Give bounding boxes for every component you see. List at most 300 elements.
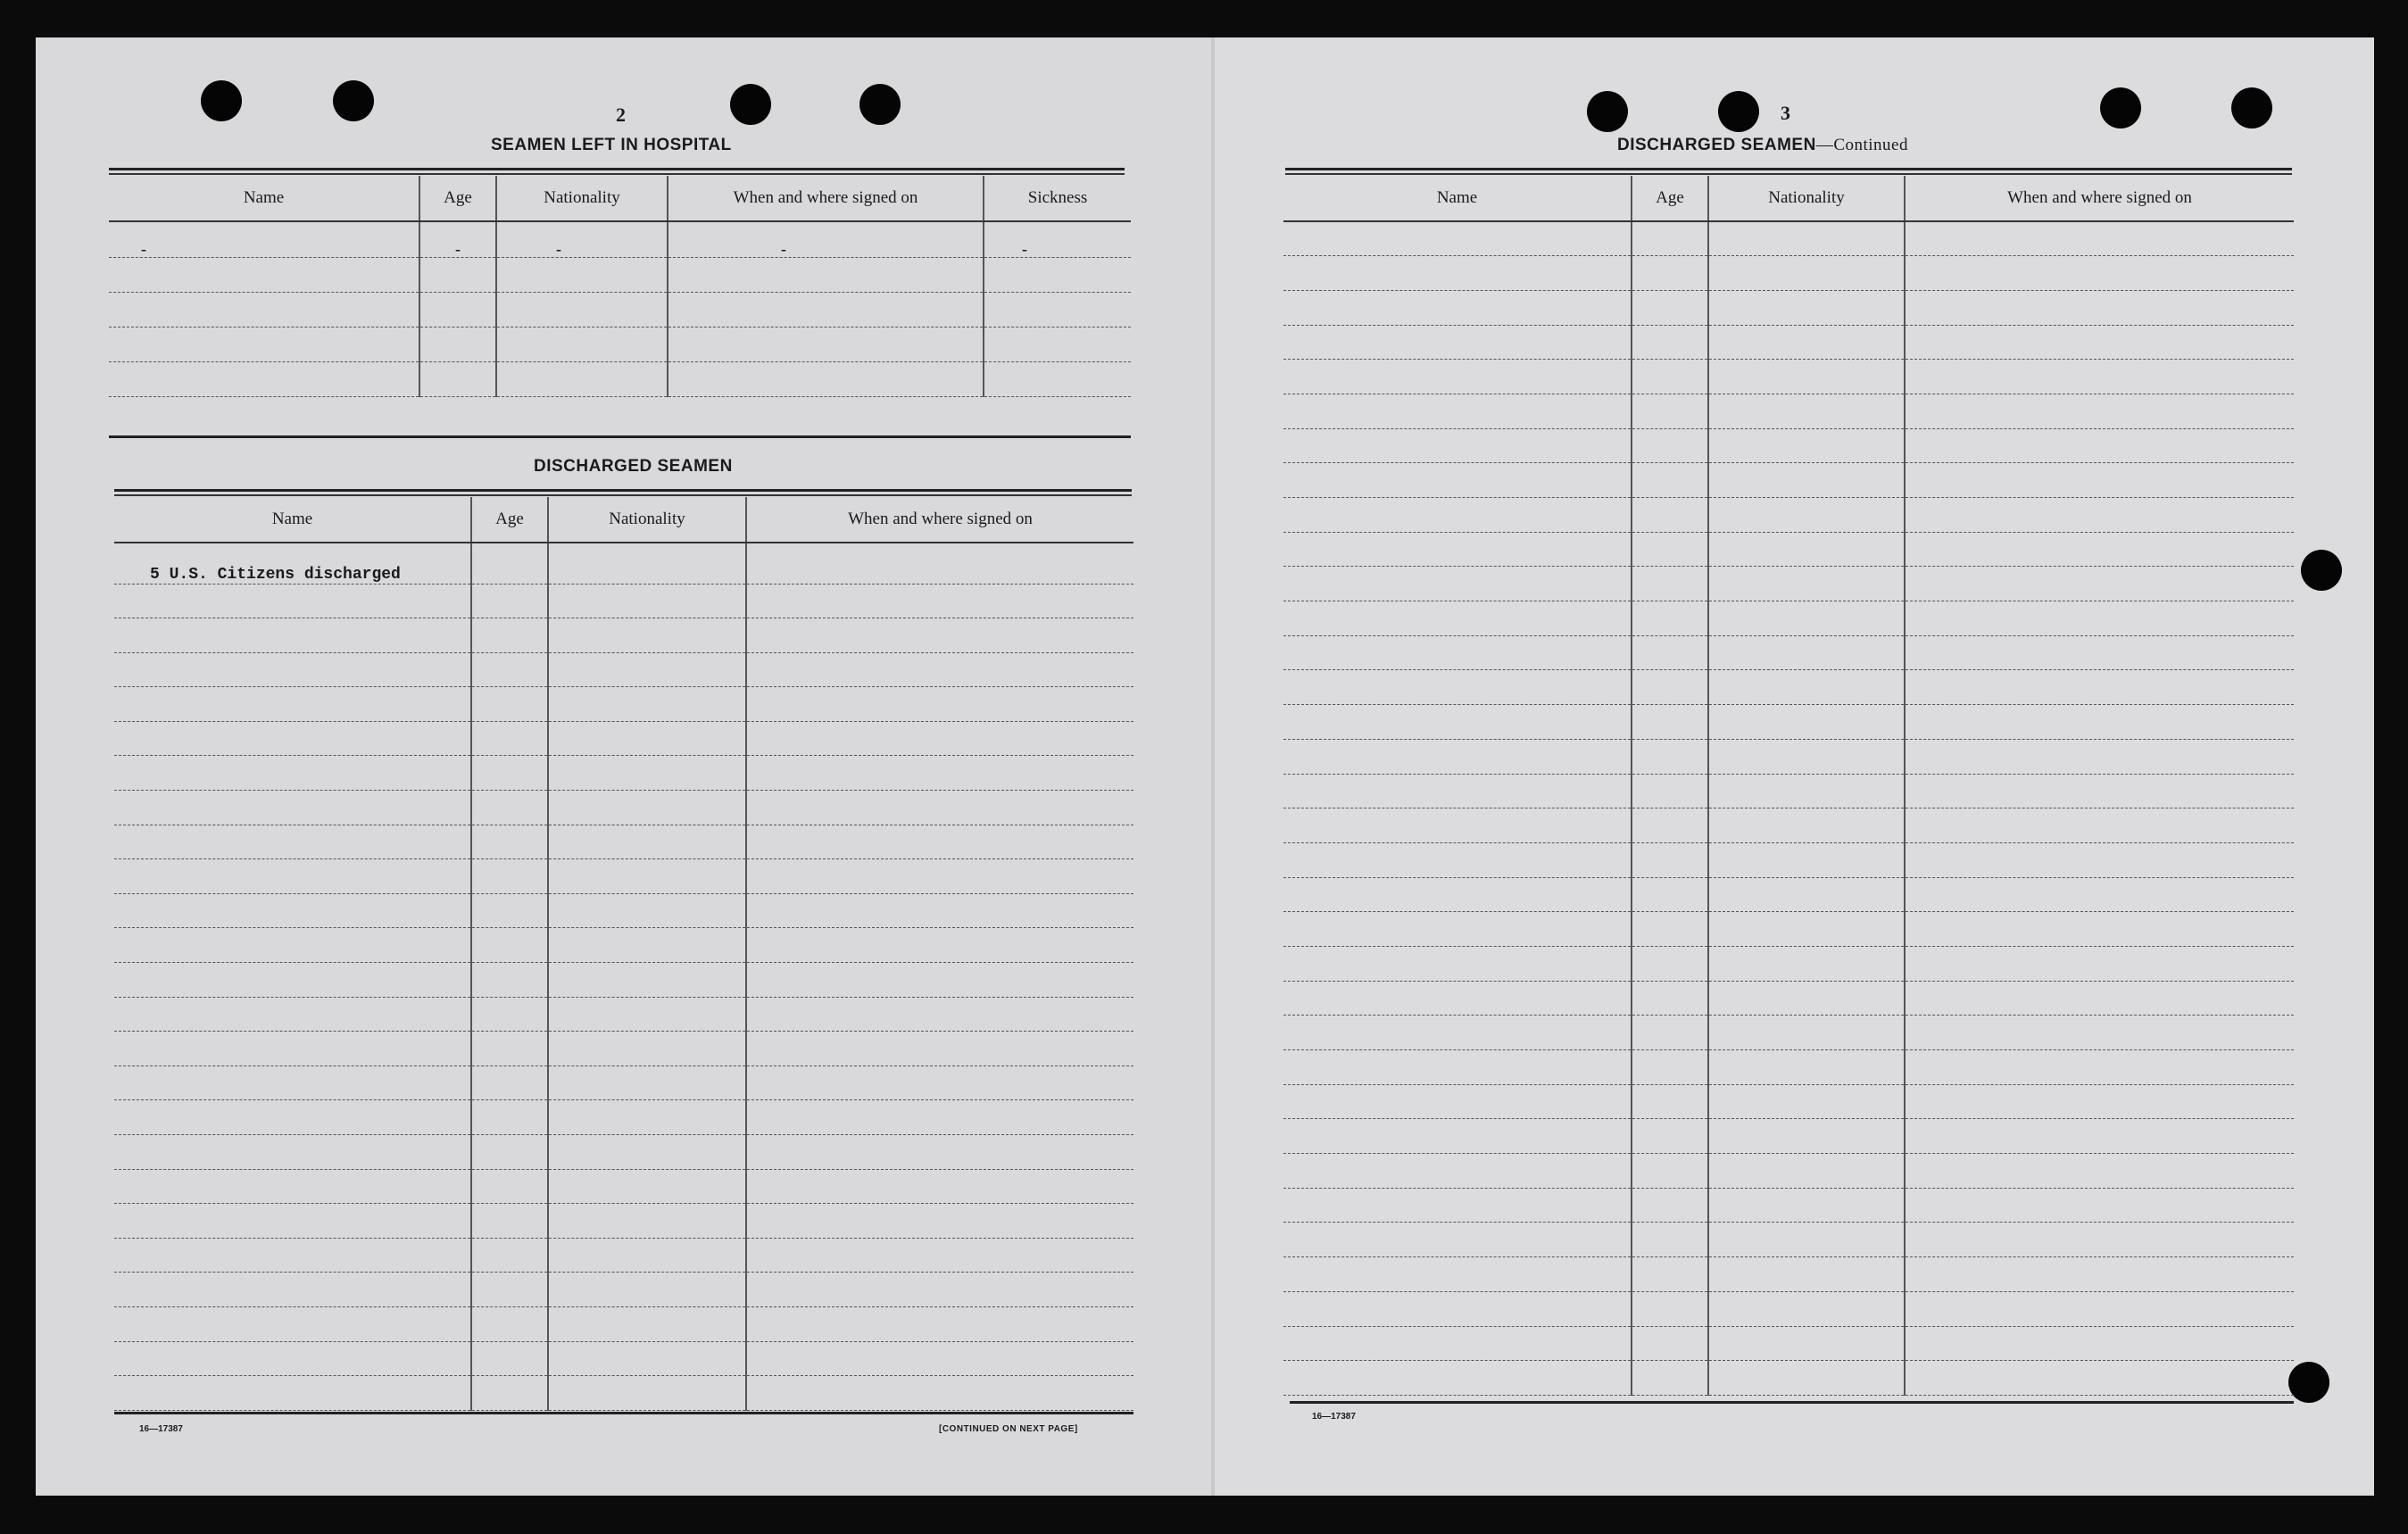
table-cell <box>1632 774 1708 808</box>
discharged-top-rule-2 <box>114 494 1132 496</box>
table-cell <box>1708 1084 1905 1119</box>
hospital-top-rule-2 <box>109 173 1125 175</box>
table-cell <box>668 221 984 257</box>
table-cell <box>114 1135 471 1170</box>
table-cell <box>1905 1223 2294 1257</box>
table-cell <box>548 859 746 894</box>
hospital-bottom-rule <box>109 435 1131 438</box>
table-cell <box>548 584 746 618</box>
table-row <box>114 928 1133 963</box>
table-cell <box>471 721 548 756</box>
table-cell <box>548 618 746 653</box>
table-cell <box>419 292 496 327</box>
table-cell <box>496 327 668 361</box>
table-cell <box>1283 532 1632 567</box>
hospital-col-age: Age <box>419 176 496 221</box>
table-cell <box>114 963 471 998</box>
table-cell <box>1905 705 2294 740</box>
table-cell <box>114 893 471 928</box>
table-cell <box>746 963 1133 998</box>
table-row <box>1283 325 2294 360</box>
table-cell <box>419 221 496 257</box>
table-row <box>114 1066 1133 1100</box>
table-cell <box>1708 877 1905 912</box>
table-cell <box>1708 1257 1905 1292</box>
table-cell <box>1905 946 2294 981</box>
table-row <box>114 963 1133 998</box>
table-row <box>1283 705 2294 740</box>
table-cell <box>1905 498 2294 533</box>
table-cell <box>548 687 746 722</box>
table-row <box>1283 877 2294 912</box>
table-cell <box>1632 360 1708 394</box>
table-cell <box>746 893 1133 928</box>
table-cell <box>984 361 1131 396</box>
table-row <box>1283 739 2294 774</box>
right-col-name: Name <box>1283 176 1632 221</box>
table-cell <box>1632 1016 1708 1050</box>
right-title-suffix: —Continued <box>1815 136 1908 154</box>
table-cell <box>114 1306 471 1341</box>
table-cell <box>114 687 471 722</box>
table-cell <box>114 1032 471 1066</box>
form-number-right: 16—17387 <box>1312 1412 1356 1422</box>
table-cell <box>114 1169 471 1204</box>
hospital-table <box>109 176 1131 397</box>
table-cell <box>1905 221 2294 256</box>
table-cell <box>1632 739 1708 774</box>
table-cell <box>746 1135 1133 1170</box>
table-cell <box>1708 325 1905 360</box>
table-cell <box>1632 946 1708 981</box>
table-cell <box>1905 428 2294 463</box>
table-row <box>114 893 1133 928</box>
table-cell <box>746 1273 1133 1307</box>
table-cell <box>471 928 548 963</box>
table-cell <box>114 997 471 1032</box>
table-row <box>114 652 1133 687</box>
table-cell <box>1283 1188 1632 1223</box>
table-cell <box>1283 1291 1632 1326</box>
table-cell <box>746 1306 1133 1341</box>
table-cell <box>1632 394 1708 428</box>
table-cell <box>114 928 471 963</box>
table-cell <box>548 1341 746 1376</box>
table-cell <box>1283 290 1632 325</box>
table-cell <box>114 756 471 791</box>
table-cell <box>1632 981 1708 1016</box>
table-cell <box>548 543 746 584</box>
table-cell <box>548 1376 746 1411</box>
dash-mark: - <box>141 239 146 257</box>
table-cell <box>109 327 419 361</box>
table-row <box>114 1238 1133 1273</box>
table-cell <box>984 221 1131 257</box>
table-row <box>1283 498 2294 533</box>
table-cell <box>548 1306 746 1341</box>
table-cell <box>668 292 984 327</box>
table-cell <box>1283 498 1632 533</box>
table-row <box>1283 360 2294 394</box>
table-cell <box>1905 1154 2294 1189</box>
table-cell <box>548 721 746 756</box>
table-cell <box>746 721 1133 756</box>
table-cell <box>496 257 668 292</box>
right-top-rule <box>1285 168 2292 170</box>
table-cell <box>1905 1291 2294 1326</box>
table-cell <box>1905 808 2294 843</box>
table-row <box>114 1376 1133 1411</box>
dash-mark: - <box>781 239 786 257</box>
punch-hole <box>1718 91 1759 132</box>
table-cell <box>114 1100 471 1135</box>
table-cell <box>1708 221 1905 256</box>
table-cell <box>1283 1223 1632 1257</box>
table-cell <box>114 1238 471 1273</box>
table-cell <box>746 1100 1133 1135</box>
table-cell <box>1283 1257 1632 1292</box>
table-cell <box>471 584 548 618</box>
table-row <box>1283 428 2294 463</box>
table-cell <box>548 997 746 1032</box>
table-cell <box>548 1204 746 1239</box>
table-row <box>1283 1016 2294 1050</box>
table-cell <box>548 1066 746 1100</box>
table-cell <box>1905 670 2294 705</box>
table-cell <box>746 825 1133 859</box>
table-cell <box>1905 739 2294 774</box>
table-row <box>1283 981 2294 1016</box>
table-cell <box>1905 532 2294 567</box>
hospital-col-sickness: Sickness <box>984 176 1131 221</box>
table-cell <box>114 791 471 825</box>
punch-hole <box>2288 1362 2329 1403</box>
table-cell <box>1632 1361 1708 1396</box>
table-cell <box>1708 670 1905 705</box>
hospital-col-signed-on: When and where signed on <box>668 176 984 221</box>
table-row <box>114 825 1133 859</box>
table-cell <box>1283 567 1632 601</box>
right-bottom-rule <box>1290 1401 2294 1404</box>
table-cell <box>114 721 471 756</box>
table-cell <box>1708 601 1905 636</box>
table-cell <box>1283 705 1632 740</box>
table-cell <box>1708 739 1905 774</box>
table-row <box>114 756 1133 791</box>
table-cell <box>1708 394 1905 428</box>
table-cell <box>1283 1154 1632 1189</box>
table-row <box>1283 1326 2294 1361</box>
table-cell <box>1632 290 1708 325</box>
table-cell <box>1708 1361 1905 1396</box>
table-cell <box>1905 394 2294 428</box>
table-cell <box>109 221 419 257</box>
table-cell <box>984 292 1131 327</box>
table-cell <box>471 1066 548 1100</box>
table-cell <box>1708 532 1905 567</box>
table-cell <box>668 257 984 292</box>
table-cell <box>1632 256 1708 291</box>
table-row <box>114 997 1133 1032</box>
table-cell <box>1283 981 1632 1016</box>
table-cell <box>114 652 471 687</box>
table-cell <box>1283 601 1632 636</box>
discharged-col-nationality: Nationality <box>548 497 746 543</box>
right-section-title <box>1617 136 1908 155</box>
table-cell <box>471 963 548 998</box>
table-row <box>114 687 1133 722</box>
table-cell <box>1283 221 1632 256</box>
table-cell <box>471 1273 548 1307</box>
table-row <box>114 1032 1133 1066</box>
table-cell <box>471 1100 548 1135</box>
right-col-signed-on: When and where signed on <box>1905 176 2294 221</box>
dash-mark: - <box>1022 239 1027 257</box>
table-row <box>114 1100 1133 1135</box>
table-row <box>1283 532 2294 567</box>
table-cell <box>1905 1119 2294 1154</box>
table-cell <box>1905 981 2294 1016</box>
table-cell <box>1283 256 1632 291</box>
table-row <box>114 1341 1133 1376</box>
table-cell <box>548 1100 746 1135</box>
table-cell <box>548 1273 746 1307</box>
table-cell <box>1632 877 1708 912</box>
table-cell <box>496 292 668 327</box>
table-row <box>1283 394 2294 428</box>
table-cell <box>1905 567 2294 601</box>
table-cell <box>471 1204 548 1239</box>
table-cell <box>1708 1154 1905 1189</box>
table-cell <box>1632 1257 1708 1292</box>
table-cell <box>1283 808 1632 843</box>
table-cell <box>548 652 746 687</box>
table-cell <box>1905 1257 2294 1292</box>
table-cell <box>1708 1016 1905 1050</box>
table-cell <box>548 791 746 825</box>
table-cell <box>1283 394 1632 428</box>
table-cell <box>1708 463 1905 498</box>
table-cell <box>1708 912 1905 947</box>
table-cell <box>668 327 984 361</box>
table-row <box>1283 1050 2294 1085</box>
table-cell <box>984 327 1131 361</box>
punch-hole <box>859 84 901 125</box>
table-cell <box>1283 1361 1632 1396</box>
table-cell <box>548 928 746 963</box>
table-cell <box>548 756 746 791</box>
table-cell <box>548 1135 746 1170</box>
table-cell <box>1632 463 1708 498</box>
right-top-rule-2 <box>1285 173 2292 175</box>
table-row <box>1283 567 2294 601</box>
punch-hole <box>201 80 242 121</box>
table-cell <box>1708 705 1905 740</box>
table-cell <box>746 928 1133 963</box>
table-cell <box>548 963 746 998</box>
table-row <box>114 1273 1133 1307</box>
table-cell <box>1283 1119 1632 1154</box>
table-cell <box>1708 360 1905 394</box>
table-row <box>114 859 1133 894</box>
table-cell <box>548 825 746 859</box>
discharged-col-signed-on: When and where signed on <box>746 497 1133 543</box>
table-cell <box>1708 842 1905 877</box>
table-cell <box>471 1306 548 1341</box>
table-cell <box>471 543 548 584</box>
table-cell <box>114 1341 471 1376</box>
hospital-top-rule <box>109 168 1125 170</box>
table-cell <box>1283 1050 1632 1085</box>
table-row <box>1283 635 2294 670</box>
table-cell <box>1708 635 1905 670</box>
table-row <box>1283 808 2294 843</box>
table-cell <box>109 361 419 396</box>
right-discharged-table <box>1283 176 2294 1396</box>
table-cell <box>1283 360 1632 394</box>
table-cell <box>471 791 548 825</box>
table-cell <box>114 618 471 653</box>
table-cell <box>114 1066 471 1100</box>
table-cell <box>1632 1326 1708 1361</box>
table-cell <box>746 756 1133 791</box>
table-cell <box>1283 1326 1632 1361</box>
table-cell <box>1632 1050 1708 1085</box>
table-cell <box>1708 774 1905 808</box>
table-cell <box>1632 705 1708 740</box>
page-fold <box>1211 37 1215 1496</box>
table-cell <box>1905 360 2294 394</box>
table-cell <box>471 618 548 653</box>
table-cell <box>1632 428 1708 463</box>
table-cell <box>1708 1188 1905 1223</box>
table-cell <box>1905 912 2294 947</box>
table-cell <box>1283 1084 1632 1119</box>
table-row <box>1283 601 2294 636</box>
right-col-age: Age <box>1632 176 1708 221</box>
table-cell <box>746 859 1133 894</box>
table-row <box>1283 1119 2294 1154</box>
table-row <box>1283 463 2294 498</box>
table-cell <box>548 1032 746 1066</box>
table-cell <box>419 257 496 292</box>
table-cell <box>1632 1119 1708 1154</box>
table-cell <box>1905 290 2294 325</box>
table-cell <box>1905 1361 2294 1396</box>
table-cell <box>1283 1016 1632 1050</box>
table-cell <box>471 1238 548 1273</box>
table-cell <box>471 756 548 791</box>
discharged-entry: 5 U.S. Citizens discharged <box>114 543 471 584</box>
table-row <box>114 1306 1133 1341</box>
table-row <box>1283 946 2294 981</box>
table-row <box>114 584 1133 618</box>
punch-hole <box>730 84 771 125</box>
table-cell <box>1283 670 1632 705</box>
table-cell <box>984 257 1131 292</box>
table-cell <box>1632 221 1708 256</box>
table-cell <box>1632 808 1708 843</box>
table-cell <box>1632 1154 1708 1189</box>
hospital-col-name: Name <box>109 176 419 221</box>
table-cell <box>496 221 668 257</box>
table-cell <box>1632 498 1708 533</box>
table-cell <box>419 361 496 396</box>
table-cell <box>1283 635 1632 670</box>
table-cell <box>746 652 1133 687</box>
table-cell <box>1708 1223 1905 1257</box>
table-cell <box>1905 601 2294 636</box>
table-cell <box>1905 842 2294 877</box>
table-cell <box>746 1341 1133 1376</box>
table-cell <box>746 543 1133 584</box>
discharged-bottom-rule <box>114 1412 1133 1414</box>
table-cell <box>1905 1188 2294 1223</box>
continued-note: [CONTINUED ON NEXT PAGE] <box>939 1424 1078 1434</box>
table-row <box>1283 290 2294 325</box>
table-row <box>1283 670 2294 705</box>
table-cell <box>1708 1119 1905 1154</box>
table-cell <box>1283 325 1632 360</box>
table-cell <box>114 859 471 894</box>
punch-hole <box>1587 91 1628 132</box>
table-cell <box>1905 463 2294 498</box>
table-cell <box>1632 601 1708 636</box>
hospital-col-nationality: Nationality <box>496 176 668 221</box>
table-cell <box>1708 428 1905 463</box>
table-cell <box>1283 842 1632 877</box>
table-cell <box>746 687 1133 722</box>
table-cell <box>471 1135 548 1170</box>
discharged-col-age: Age <box>471 497 548 543</box>
right-title-main: DISCHARGED SEAMEN <box>1617 136 1816 154</box>
table-row <box>114 1135 1133 1170</box>
table-cell <box>109 292 419 327</box>
table-cell <box>1632 1291 1708 1326</box>
table-cell <box>746 1204 1133 1239</box>
table-cell <box>114 1376 471 1411</box>
table-cell <box>746 618 1133 653</box>
table-cell <box>746 1032 1133 1066</box>
hospital-section-title: SEAMEN LEFT IN HOSPITAL <box>491 136 732 154</box>
table-row <box>1283 1223 2294 1257</box>
table-cell <box>1632 842 1708 877</box>
table-row <box>1283 1084 2294 1119</box>
table-cell <box>1632 1188 1708 1223</box>
dash-mark: - <box>455 239 461 257</box>
table-cell <box>471 859 548 894</box>
table-cell <box>471 825 548 859</box>
punch-hole <box>2301 550 2342 591</box>
table-row <box>114 618 1133 653</box>
table-row <box>114 791 1133 825</box>
table-cell <box>1283 463 1632 498</box>
table-cell <box>1632 635 1708 670</box>
table-cell <box>471 1169 548 1204</box>
table-cell <box>1632 325 1708 360</box>
discharged-col-name: Name <box>114 497 471 543</box>
table-cell <box>1632 532 1708 567</box>
table-row <box>1283 1291 2294 1326</box>
table-cell <box>1905 635 2294 670</box>
table-cell <box>1708 1291 1905 1326</box>
table-cell <box>1283 877 1632 912</box>
table-cell <box>746 584 1133 618</box>
table-cell <box>1708 498 1905 533</box>
table-cell <box>1708 981 1905 1016</box>
table-cell <box>1905 774 2294 808</box>
table-cell <box>471 1376 548 1411</box>
